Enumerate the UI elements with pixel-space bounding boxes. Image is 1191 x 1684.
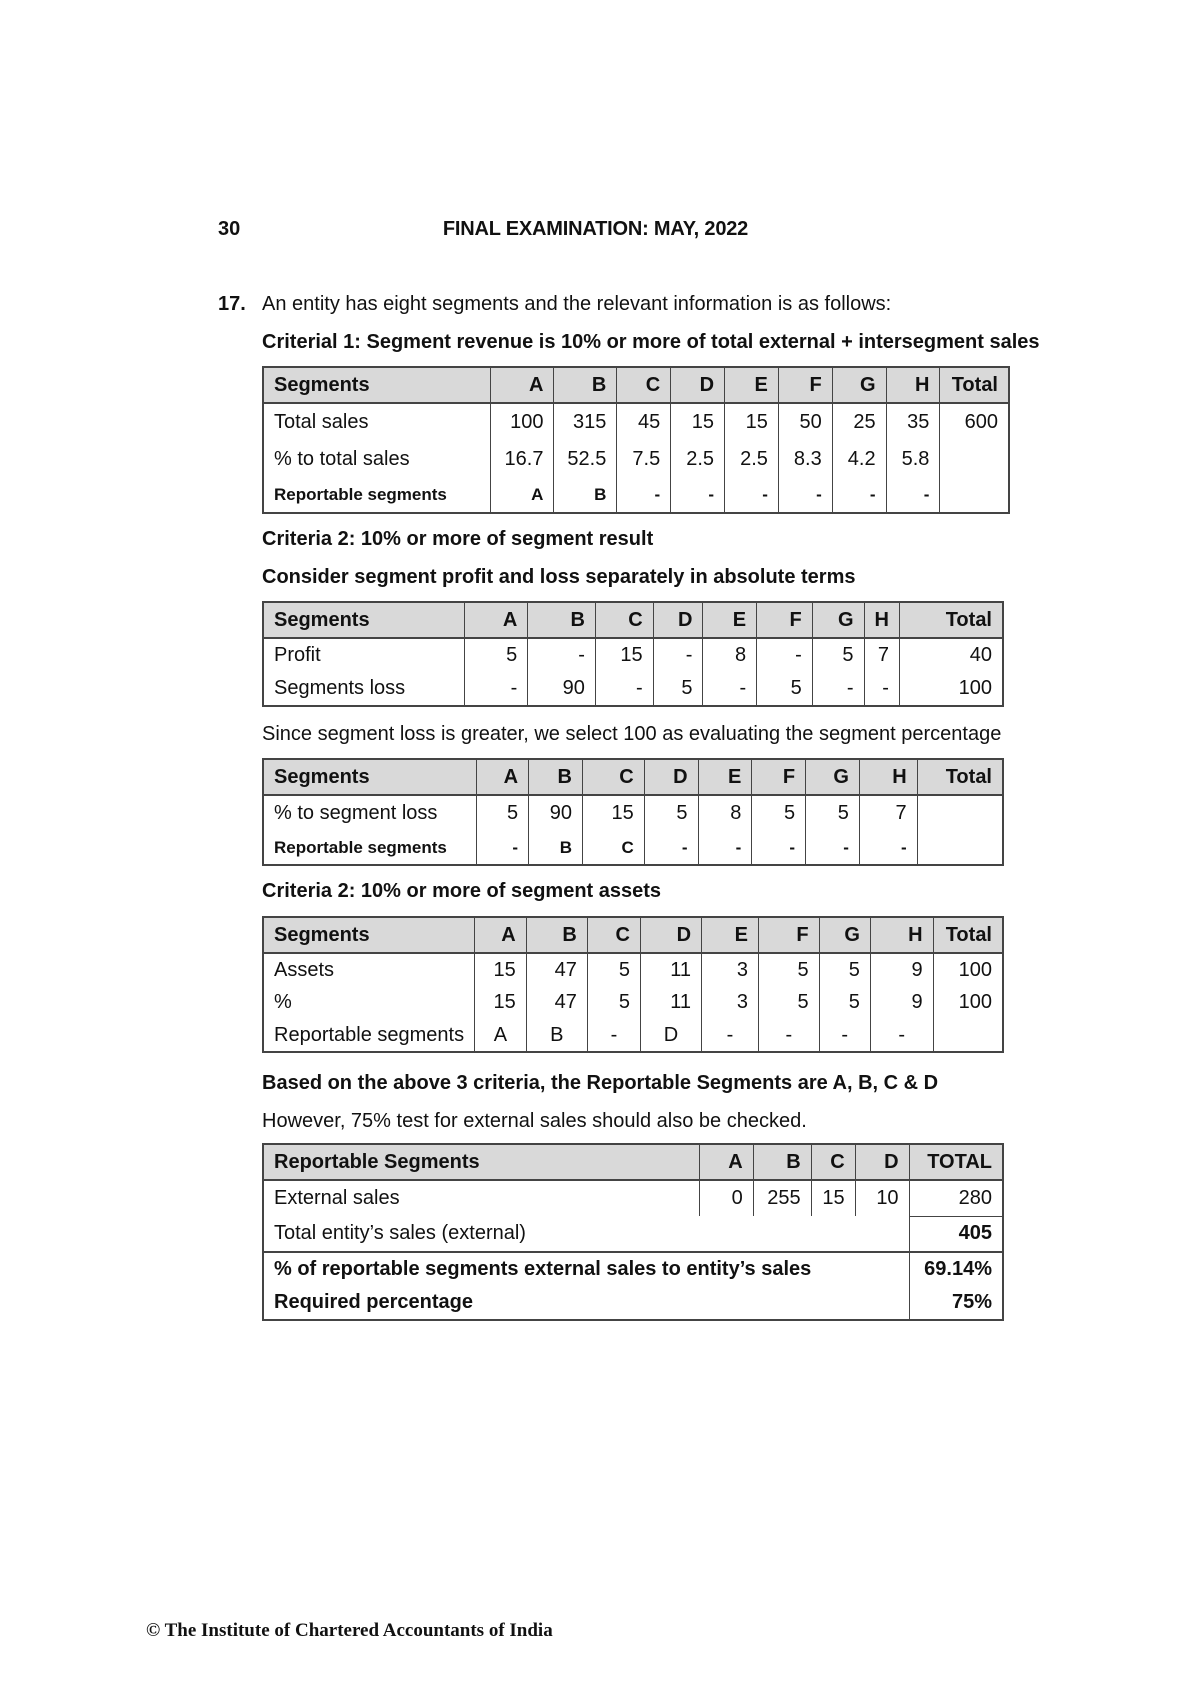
criterion3-heading: Criteria 2: 10% or more of segment assets <box>262 880 662 902</box>
table-cell: - <box>870 1019 933 1052</box>
table-cell: 45 <box>617 403 671 441</box>
table-cell: 5 <box>464 638 528 672</box>
copyright-footer: © The Institute of Chartered Accountants of India <box>146 1620 553 1641</box>
table-cell: Total sales <box>263 403 490 441</box>
table-cell: 5 <box>806 795 860 831</box>
table-cell: - <box>644 831 698 865</box>
table-cell <box>917 831 1003 865</box>
table-cell <box>917 795 1003 831</box>
header-cell: D <box>855 1144 909 1180</box>
table-cell: - <box>757 638 813 672</box>
table-cell: 5 <box>819 986 870 1019</box>
table-cell: - <box>587 1019 640 1052</box>
table-cell: 255 <box>753 1180 811 1216</box>
table-cell: A <box>475 1019 527 1052</box>
table-cell: 35 <box>886 403 940 441</box>
table-cell: - <box>752 831 806 865</box>
header-cell: E <box>698 759 752 795</box>
table-cell: B <box>529 831 583 865</box>
table-cell: 15 <box>725 403 779 441</box>
table-cell <box>940 441 1009 477</box>
header-cell: A <box>699 1144 753 1180</box>
table-header-row <box>263 602 1003 638</box>
header-cell: B <box>753 1144 811 1180</box>
header-cell: F <box>758 917 819 953</box>
table-cell: 11 <box>640 986 701 1019</box>
table-cell: 5 <box>752 795 806 831</box>
table-cell <box>940 477 1009 513</box>
header-cell: D <box>671 367 725 403</box>
table-cell: - <box>778 477 832 513</box>
table-cell: 280 <box>909 1180 1003 1216</box>
table-cell: - <box>864 672 899 706</box>
criterion2-profit-loss-table <box>262 601 1004 707</box>
table-cell: Profit <box>263 638 464 672</box>
entity-sales-value: 405 <box>909 1216 1003 1252</box>
header-cell: Segments <box>263 602 464 638</box>
table-row <box>263 638 1003 672</box>
table-cell: Assets <box>263 953 475 986</box>
table-cell: 5 <box>758 986 819 1019</box>
table-cell: 315 <box>554 403 617 441</box>
table-cell: 16.7 <box>490 441 554 477</box>
table-cell: 600 <box>940 403 1009 441</box>
external-sales-note: However, 75% test for external sales should also be checked. <box>262 1110 807 1132</box>
table-cell: 5 <box>587 986 640 1019</box>
header-cell: E <box>703 602 757 638</box>
table-cell: 15 <box>671 403 725 441</box>
table-cell: 5 <box>819 953 870 986</box>
table-cell: 7.5 <box>617 441 671 477</box>
table-header-row <box>263 367 1009 403</box>
table-row <box>263 477 1009 513</box>
table-cell: Segments loss <box>263 672 464 706</box>
table-cell: Reportable segments <box>263 1019 475 1052</box>
table-row <box>263 795 1003 831</box>
table-row <box>263 1019 1003 1052</box>
table-cell: 90 <box>528 672 596 706</box>
header-cell: H <box>864 602 899 638</box>
header-cell: D <box>644 759 698 795</box>
table-cell: 2.5 <box>725 441 779 477</box>
header-cell: H <box>886 367 940 403</box>
criterion2-subheading: Consider segment profit and loss separately in absolute terms <box>262 566 856 588</box>
header-cell: F <box>757 602 813 638</box>
table-cell: B <box>554 477 617 513</box>
external-sales-table <box>262 1143 1004 1321</box>
table-cell: D <box>640 1019 701 1052</box>
header-cell: Total <box>940 367 1009 403</box>
table-cell: 5 <box>758 953 819 986</box>
table-cell: Reportable segments <box>263 831 477 865</box>
table-cell <box>933 1019 1003 1052</box>
required-percentage-label: Required percentage <box>263 1286 909 1320</box>
conclusion-text: Based on the above 3 criteria, the Reportable Segments are A, B, C & D <box>262 1072 939 1094</box>
table-cell: - <box>859 831 917 865</box>
header-cell: G <box>819 917 870 953</box>
table-cell: Reportable segments <box>263 477 490 513</box>
table-cell: 52.5 <box>554 441 617 477</box>
header-cell: C <box>617 367 671 403</box>
table-header-row <box>263 917 1003 953</box>
table-cell: 11 <box>640 953 701 986</box>
header-cell: A <box>477 759 529 795</box>
table-cell: 5 <box>644 795 698 831</box>
header-cell: G <box>812 602 864 638</box>
header-cell: C <box>595 602 653 638</box>
table-cell: 50 <box>778 403 832 441</box>
table-cell: - <box>812 672 864 706</box>
header-cell: B <box>529 759 583 795</box>
header-cell: D <box>640 917 701 953</box>
question-intro: An entity has eight segments and the relevant information is as follows: <box>262 293 892 315</box>
table-cell: 25 <box>832 403 886 441</box>
header-cell: A <box>490 367 554 403</box>
table-cell: - <box>595 672 653 706</box>
table-cell: 9 <box>870 986 933 1019</box>
table-cell: - <box>653 638 703 672</box>
table-cell: 15 <box>475 953 527 986</box>
header-cell: F <box>778 367 832 403</box>
table-cell: % to segment loss <box>263 795 477 831</box>
table-cell: 4.2 <box>832 441 886 477</box>
table-cell: - <box>758 1019 819 1052</box>
table-cell: 100 <box>933 986 1003 1019</box>
table-row <box>263 672 1003 706</box>
table-cell: - <box>698 831 752 865</box>
header-cell: C <box>811 1144 855 1180</box>
table-cell: - <box>477 831 529 865</box>
header-cell: A <box>464 602 528 638</box>
table-header-row <box>263 1144 1003 1180</box>
table-cell: 10 <box>855 1180 909 1216</box>
header-cell: C <box>587 917 640 953</box>
table-cell: 8.3 <box>778 441 832 477</box>
table-cell: - <box>806 831 860 865</box>
table-row <box>263 403 1009 441</box>
header-cell: C <box>582 759 644 795</box>
table-cell: 5 <box>653 672 703 706</box>
header-cell: TOTAL <box>909 1144 1003 1180</box>
header-cell: B <box>528 602 596 638</box>
header-cell: E <box>725 367 779 403</box>
table-row <box>263 1286 1003 1320</box>
table-header-row <box>263 759 1003 795</box>
header-cell: Reportable Segments <box>263 1144 699 1180</box>
table-cell: 40 <box>899 638 1003 672</box>
table-cell: - <box>886 477 940 513</box>
table-cell: % <box>263 986 475 1019</box>
table-cell: 90 <box>529 795 583 831</box>
criterion1-table <box>262 366 1010 514</box>
table-cell: 15 <box>582 795 644 831</box>
table-cell: 100 <box>899 672 1003 706</box>
required-percentage-value: 75% <box>909 1286 1003 1320</box>
table-cell: 15 <box>811 1180 855 1216</box>
header-cell: D <box>653 602 703 638</box>
table-cell: 5 <box>587 953 640 986</box>
table-cell: 5 <box>477 795 529 831</box>
table-cell: 5 <box>757 672 813 706</box>
table-row <box>263 986 1003 1019</box>
table-cell: 47 <box>526 953 587 986</box>
header-cell: Segments <box>263 759 477 795</box>
table-cell: 7 <box>859 795 917 831</box>
table-cell: 100 <box>933 953 1003 986</box>
criterion2-heading: Criteria 2: 10% or more of segment result <box>262 528 654 550</box>
table-cell: A <box>490 477 554 513</box>
header-cell: Total <box>917 759 1003 795</box>
header-cell: E <box>702 917 759 953</box>
table-cell: External sales <box>263 1180 699 1216</box>
table-cell: 0 <box>699 1180 753 1216</box>
page-number: 30 <box>218 218 241 240</box>
header-cell: Total <box>933 917 1003 953</box>
percentage-label: % of reportable segments external sales to entity’s sales <box>263 1252 909 1286</box>
header-cell: G <box>806 759 860 795</box>
table-cell: 100 <box>490 403 554 441</box>
header-cell: B <box>554 367 617 403</box>
entity-sales-label: Total entity’s sales (external) <box>263 1216 909 1252</box>
table-cell: - <box>725 477 779 513</box>
table-row <box>263 1180 1003 1216</box>
table-cell: - <box>528 638 596 672</box>
table-row <box>263 1216 1003 1252</box>
header-cell: H <box>859 759 917 795</box>
table-cell: B <box>526 1019 587 1052</box>
table-cell: 8 <box>698 795 752 831</box>
table-row <box>263 953 1003 986</box>
table-cell: - <box>671 477 725 513</box>
header-cell: G <box>832 367 886 403</box>
header-cell: F <box>752 759 806 795</box>
loss-note: Since segment loss is greater, we select 100 as evaluating the segment percentage <box>262 723 1002 745</box>
criterion1-heading: Criterial 1: Segment revenue is 10% or more of total external + intersegment sales <box>262 331 1040 353</box>
table-cell: 15 <box>595 638 653 672</box>
table-cell: 2.5 <box>671 441 725 477</box>
table-row <box>263 1252 1003 1286</box>
table-cell: % to total sales <box>263 441 490 477</box>
table-cell: 5.8 <box>886 441 940 477</box>
table-cell: 3 <box>702 986 759 1019</box>
table-cell: - <box>832 477 886 513</box>
table-row <box>263 441 1009 477</box>
table-cell: 47 <box>526 986 587 1019</box>
header-cell: H <box>870 917 933 953</box>
header-cell: B <box>526 917 587 953</box>
table-cell: 3 <box>702 953 759 986</box>
table-cell: 15 <box>475 986 527 1019</box>
page-header: FINAL EXAMINATION: MAY, 2022 <box>442 218 749 240</box>
header-cell: Total <box>899 602 1003 638</box>
table-cell: - <box>464 672 528 706</box>
criterion2-percentage-table <box>262 758 1004 866</box>
header-cell: A <box>475 917 527 953</box>
table-cell: 8 <box>703 638 757 672</box>
table-cell: 7 <box>864 638 899 672</box>
table-cell: 9 <box>870 953 933 986</box>
percentage-value: 69.14% <box>909 1252 1003 1286</box>
criterion3-assets-table <box>262 916 1004 1053</box>
table-cell: 5 <box>812 638 864 672</box>
table-row <box>263 831 1003 865</box>
question-number: 17. <box>218 293 246 315</box>
header-cell: Segments <box>263 917 475 953</box>
table-cell: - <box>617 477 671 513</box>
table-cell: - <box>703 672 757 706</box>
table-cell: C <box>582 831 644 865</box>
table-cell: - <box>702 1019 759 1052</box>
header-cell: Segments <box>263 367 490 403</box>
table-cell: - <box>819 1019 870 1052</box>
